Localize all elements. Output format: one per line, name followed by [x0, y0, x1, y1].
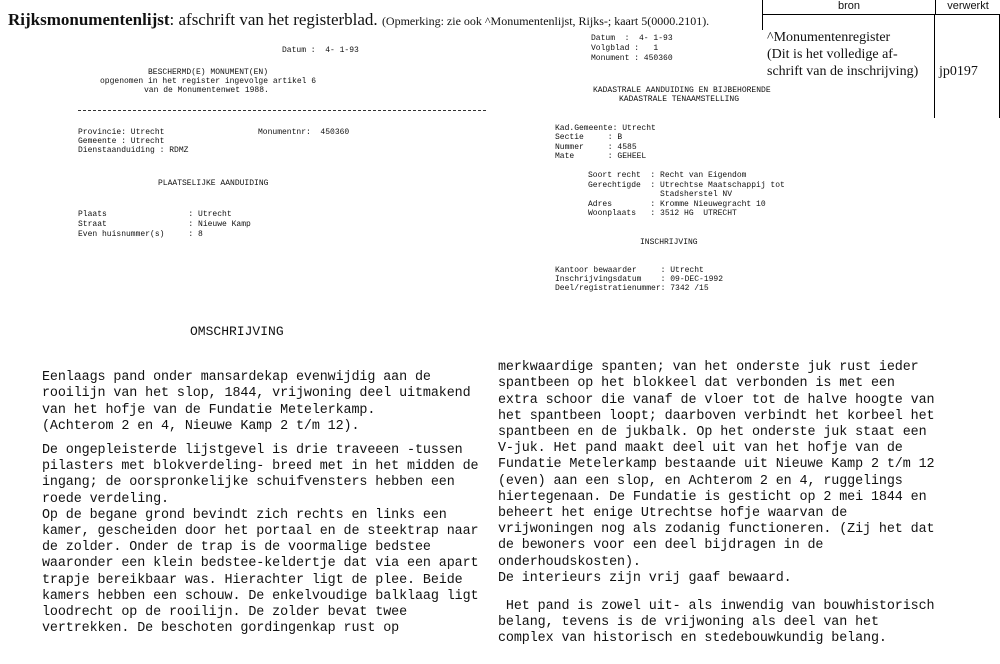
right-monument: Monument : 450360	[591, 54, 673, 63]
right-deel-registratienummer: Deel/registratienummer: 7342 /15	[555, 284, 709, 293]
left-straat: Straat : Nieuwe Kamp	[78, 220, 251, 229]
description-line: vrijwoningen nog als zodanig functioneren. (Zij het dat	[498, 522, 935, 538]
right-woonplaats: Woonplaats : 3512 HG UTRECHT	[588, 209, 737, 218]
right-kad-heading-1: KADASTRALE AANDUIDING EN BIJBEHORENDE	[593, 86, 771, 95]
right-nummer: Nummer : 4585	[555, 143, 637, 152]
description-line: trapje bereikbaar was. Hierachter ligt de plee. Beide	[42, 572, 463, 588]
left-dienstaanduiding: Dienstaanduiding : RDMZ	[78, 146, 189, 155]
description-line: de bewoners voor een deel bijdragen in de	[498, 538, 824, 554]
left-heading-2: opgenomen in het register ingevolge artikel 6	[100, 77, 317, 86]
description-line: complex van historisch en stedebouwkundig belang.	[498, 631, 887, 647]
description-line: extra schoor die vanaf de vloer tot de halve hoogte van	[498, 392, 935, 408]
description-line: ingang; de oorspronkelijke schuifvensters hebben een	[42, 475, 455, 491]
column-divider	[762, 14, 763, 30]
left-even-huisnummers: Even huisnummer(s) : 8	[78, 230, 203, 239]
description-line: waaronder een klein bedstee-keldertje dat via een apart	[42, 556, 479, 572]
right-sectie: Sectie : B	[555, 133, 623, 142]
bron-line: ^Monumentenregister	[767, 30, 891, 45]
left-gemeente: Gemeente : Utrecht	[78, 137, 165, 146]
right-gerechtigde-2: Stadsherstel NV	[588, 190, 733, 199]
column-divider	[934, 14, 935, 118]
right-inschrijvingsdatum: Inschrijvingsdatum : 09-DEC-1992	[555, 275, 724, 284]
description-line: kamer, gescheiden door het portaal en de steektrap naar	[42, 524, 479, 540]
right-datum: Datum : 4- 1-93	[591, 34, 673, 43]
description-line: beheert het enige Utrechtse hofje waarvan de	[498, 506, 848, 522]
description-line: loodrecht op de rooilijn. De zolder bevat twee	[42, 605, 408, 621]
left-heading-3: van de Monumentenwet 1988.	[144, 86, 269, 95]
description-line: spantbeen op het blokkeel dat verbonden is met een	[498, 376, 895, 392]
description-line: hiertegenaan. De Fundatie is gesticht op 2 mei 1844 en	[498, 489, 927, 505]
description-line: De interieurs zijn vrij gaaf bewaard.	[498, 570, 792, 586]
description-line: rooilijn van het slop, 1844, vrijwoning deel uitmakend	[42, 386, 471, 402]
right-kad-heading-2: KADASTRALE TENAAMSTELLING	[619, 95, 740, 104]
description-line: spantbeen en de jukbalk. Op het onderste juk staat een	[498, 425, 927, 441]
right-kantoor: Kantoor bewaarder : Utrecht	[555, 266, 704, 275]
left-provincie: Provincie: Utrecht	[78, 128, 165, 137]
verwerkt-code: jp0197	[939, 64, 978, 79]
description-line: De ongepleisterde lijstgevel is drie traveeen -tussen	[42, 443, 463, 459]
title-rest: : afschrift van het registerblad.	[169, 10, 378, 29]
description-line: (Achterom 2 en 4, Nieuwe Kamp 2 t/m 12).	[42, 418, 360, 434]
omschrijving-heading: OMSCHRIJVING	[190, 324, 284, 339]
description-right-column	[498, 344, 934, 664]
description-line: kamers hebben een schouw. De enkelvoudige balklaag ligt	[42, 588, 479, 604]
right-adres: Adres : Kromme Nieuwegracht 10	[588, 200, 766, 209]
description-line: merkwaardige spanten; van het onderste juk rust ieder	[498, 360, 919, 376]
description-line: onderhoudskosten).	[498, 554, 641, 570]
description-line: van het hofje van de Fundatie Metelerkamp.	[42, 402, 376, 418]
column-header-verwerkt: verwerkt	[935, 0, 1000, 15]
title-bold: Rijksmonumentenlijst	[8, 10, 170, 29]
column-header-bron: bron	[762, 0, 936, 15]
description-line: (even) aan een slop, en Achterom 2 en 4, ruggelings	[498, 473, 903, 489]
right-soort-recht: Soort recht : Recht van Eigendom	[588, 171, 747, 180]
description-line: Eenlaags pand onder mansardekap evenwijdig aan de	[42, 370, 431, 386]
left-heading-1: BESCHERMD(E) MONUMENT(EN)	[148, 68, 269, 77]
description-line: de zolder. Onder de trap is de voormalige bedstee	[42, 540, 431, 556]
description-line: Fundatie Metelerkamp bestaande uit Nieuwe Kamp 2 t/m 12	[498, 457, 935, 473]
bron-line: (Dit is het volledige af-	[767, 47, 898, 62]
right-volgblad: Volgblad : 1	[591, 44, 659, 53]
description-line: Op de begane grond bevindt zich rechts en links een	[42, 507, 447, 523]
title-note: (Opmerking: zie ook ^Monumentenlijst, Rijks-; kaart 5(0000.2101).	[381, 14, 710, 28]
left-plaatselijk-heading: PLAATSELIJKE AANDUIDING	[158, 179, 269, 188]
left-datum: Datum : 4- 1-93	[282, 46, 359, 55]
left-plaats: Plaats : Utrecht	[78, 210, 232, 219]
dashed-separator	[78, 110, 486, 111]
description-line: V-juk. Het pand maakt deel uit van het hofje van de	[498, 441, 903, 457]
description-left-column	[42, 354, 478, 654]
bron-line: schrift van de inschrijving)	[767, 64, 919, 79]
right-gerechtigde: Gerechtigde : Utrechtse Maatschappij tot	[588, 181, 785, 190]
right-kad-gemeente: Kad.Gemeente: Utrecht	[555, 124, 656, 133]
description-line: vertrekken. De beschoten gordingenkap rust op	[42, 621, 400, 637]
description-line: Het pand is zowel uit- als inwendig van bouwhistorisch	[498, 599, 935, 615]
description-line: pilasters met blokverdeling- breed met in het midden de	[42, 459, 479, 475]
page-title	[8, 10, 709, 30]
description-line: het spantbeen loopt; daarboven verbindt het korbeel het	[498, 408, 935, 424]
description-line	[42, 435, 478, 443]
description-line: belang, tevens is de vrijwoning als deel van het	[498, 615, 879, 631]
right-mate: Mate : GEHEEL	[555, 152, 647, 161]
description-line	[498, 587, 934, 599]
left-monumentnr: Monumentnr: 450360	[258, 128, 350, 137]
right-inschrijving-heading: INSCHRIJVING	[640, 238, 698, 247]
description-line: roede verdeling.	[42, 491, 169, 507]
